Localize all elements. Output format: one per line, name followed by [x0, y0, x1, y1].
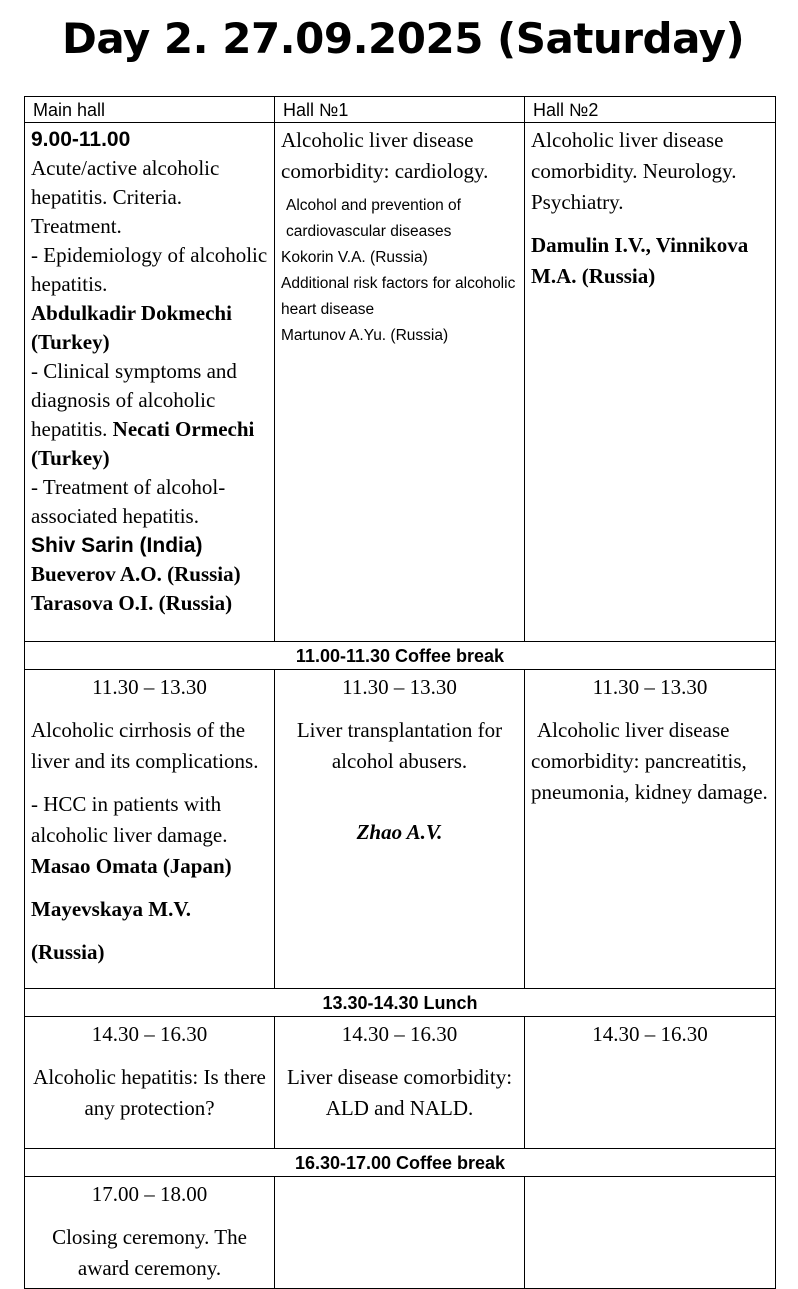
session-time: 11.30 – 13.30 — [92, 675, 207, 699]
lecture-title: - Treatment of alcohol-associated hepatitis. — [31, 475, 226, 528]
cell-hall2-session-3 — [525, 1017, 776, 1149]
session-time: 14.30 – 16.30 — [341, 1022, 458, 1046]
break-row-1 — [25, 642, 776, 670]
cell-hall1-session-4 — [275, 1177, 525, 1289]
session-topic: Alcoholic cirrhosis of the liver and its complications. — [31, 718, 259, 773]
lecture-title: - HCC in patients with alcoholic liver damage. — [31, 792, 228, 847]
session-time: 11.30 – 13.30 — [342, 675, 457, 699]
cell-main-session-1 — [25, 123, 275, 642]
session-chairs: Damulin I.V., Vinnikova M.A. (Russia) — [531, 233, 749, 288]
cell-main-session-3 — [25, 1017, 275, 1149]
session-topic: Alcoholic hepatitis: Is there any protection? — [33, 1065, 266, 1120]
session-topic: Acute/active alcoholic hepatitis. Criteria. Treatment. — [31, 156, 220, 238]
session-row-1 — [25, 123, 776, 642]
session-row-3 — [25, 1017, 776, 1149]
lecture-speaker: Necati Ormechi (Turkey) — [31, 417, 255, 470]
session-topic: Alcoholic liver disease comorbidity: pancreatitis, pneumonia, kidney damage. — [531, 718, 768, 804]
session-time: 11.30 – 13.30 — [592, 675, 708, 699]
session-chair: Zhao A.V. — [356, 820, 443, 844]
session-time: 17.00 – 18.00 — [91, 1182, 208, 1206]
cell-hall2-session-4 — [525, 1177, 776, 1289]
coffee-break: 11.00-11.30 Coffee break — [25, 642, 776, 670]
session-topic: Closing ceremony. The award ceremony. — [52, 1225, 247, 1280]
session-time: 14.30 – 16.30 — [592, 1022, 708, 1046]
header-row — [25, 97, 776, 123]
talk-title: Alcohol and prevention of cardiovascular diseases — [286, 197, 461, 240]
lecture-speaker: Masao Omata (Japan) — [31, 854, 232, 878]
schedule-table — [24, 96, 776, 1289]
talk-speaker: Martunov A.Yu. (Russia) — [281, 327, 449, 344]
session-time: 9.00-11.00 — [31, 128, 131, 151]
cell-hall2-session-2 — [525, 670, 776, 989]
page-title: Day 2. 27.09.2025 (Saturday) — [62, 14, 745, 63]
moderator: (Russia) — [31, 940, 105, 964]
session-topic: Liver disease comorbidity: ALD and NALD. — [286, 1065, 513, 1120]
break-row-2 — [25, 989, 776, 1017]
lecture-title: - Clinical symptoms and diagnosis of alcoholic hepatitis. Necati Ormechi (Turkey) — [31, 359, 255, 470]
lecture-speaker: Shiv Sarin (India) — [31, 534, 203, 557]
session-topic: Liver transplantation for alcohol abusers. — [296, 718, 503, 773]
break-row-3 — [25, 1149, 776, 1177]
moderator: Mayevskaya M.V. — [31, 897, 192, 921]
cell-hall2-session-1 — [525, 123, 776, 642]
cell-hall1-session-2 — [275, 670, 525, 989]
cell-hall1-session-3 — [275, 1017, 525, 1149]
moderator: Bueverov A.O. (Russia) — [31, 562, 241, 586]
cell-main-session-2 — [25, 670, 275, 989]
moderator: Tarasova O.I. (Russia) — [31, 591, 233, 615]
cell-hall1-session-1 — [275, 123, 525, 642]
lecture-title: - Epidemiology of alcoholic hepatitis. — [31, 243, 268, 296]
cell-main-session-4 — [25, 1177, 275, 1289]
header-hall-1: Hall №1 — [275, 97, 525, 123]
header-hall-2: Hall №2 — [525, 97, 776, 123]
session-topic: Alcoholic liver disease comorbidity: cardiology. — [281, 128, 489, 183]
session-time: 14.30 – 16.30 — [91, 1022, 208, 1046]
lunch-break: 13.30-14.30 Lunch — [25, 989, 776, 1017]
talk-speaker: Kokorin V.A. (Russia) — [281, 249, 428, 266]
session-row-2 — [25, 670, 776, 989]
lecture-speaker: Abdulkadir Dokmechi (Turkey) — [31, 301, 232, 354]
coffee-break: 16.30-17.00 Coffee break — [25, 1149, 776, 1177]
header-main-hall: Main hall — [25, 97, 275, 123]
session-row-4 — [25, 1177, 776, 1289]
talk-list — [281, 187, 518, 349]
session-topic: Alcoholic liver disease comorbidity. Neurology. Psychiatry. — [531, 128, 737, 214]
talk-title: Additional risk factors for alcoholic heart disease — [281, 275, 516, 318]
